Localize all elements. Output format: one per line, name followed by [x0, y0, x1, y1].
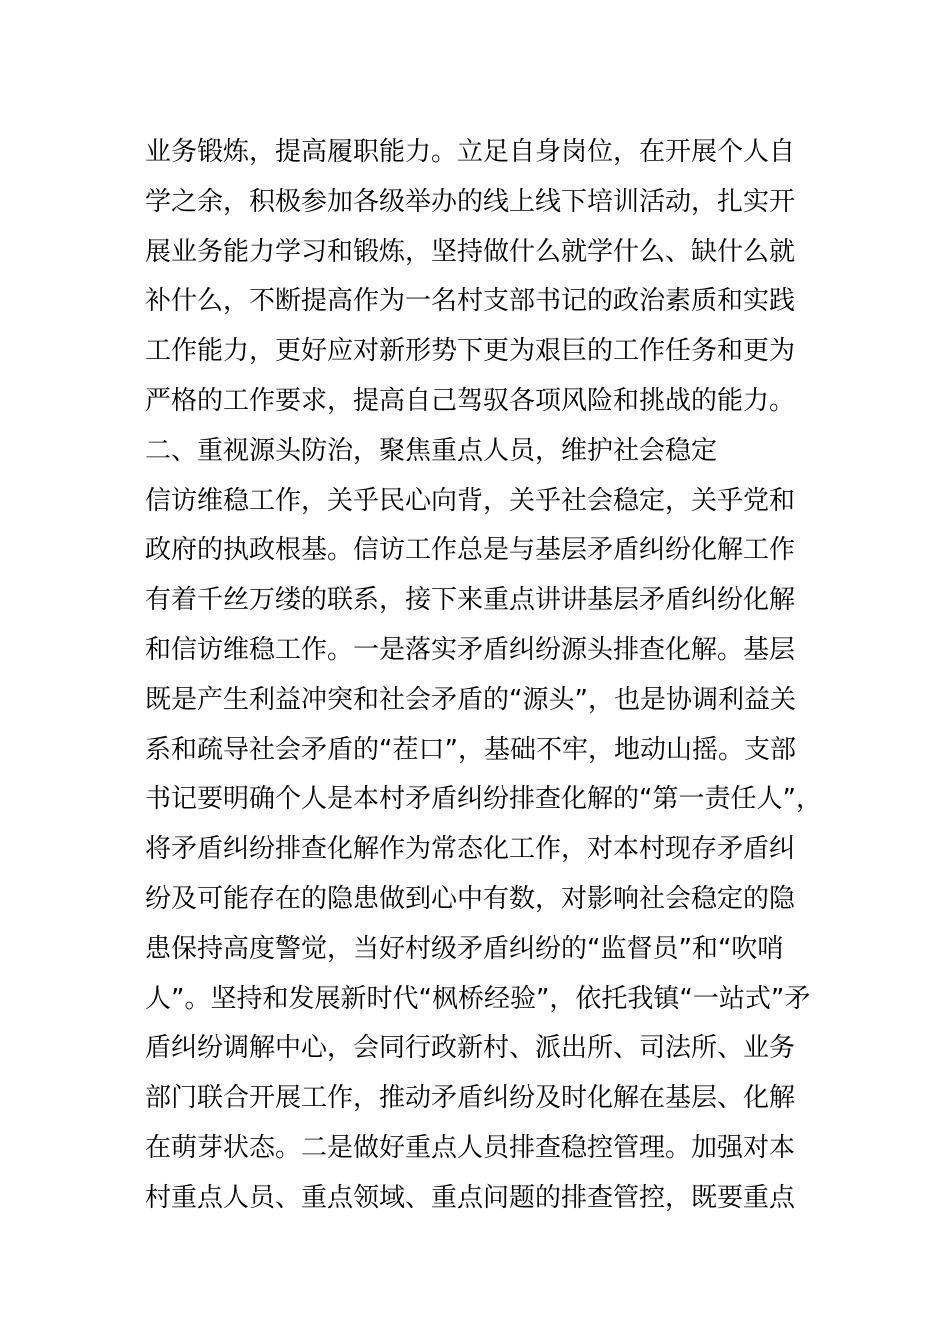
text-line: 工作能力，更好应对新形势下更为艰巨的工作任务和更为: [145, 336, 796, 367]
text-line: 信访维稳工作，关乎民心向背，关乎社会稳定，关乎党和: [145, 485, 796, 516]
text-line: 既是产生利益冲突和社会矛盾的“源头”，也是协调利益关: [145, 684, 796, 715]
text-line: 盾纠纷调解中心，会同行政新村、派出所、司法所、业务: [145, 1033, 796, 1064]
text-line: 人”。坚持和发展新时代“枫桥经验”，依托我镇“一站式”矛: [145, 983, 811, 1014]
text-line: 补什么，不断提高作为一名村支部书记的政治素质和实践: [145, 286, 796, 317]
text-line: 系和疏导社会矛盾的“茬口”，基础不牢，地动山摇。支部: [145, 734, 796, 765]
text-line: 学之余，积极参加各级举办的线上线下培训活动，扎实开: [145, 186, 796, 217]
text-line: 纷及可能存在的隐患做到心中有数，对影响社会稳定的隐: [145, 883, 796, 914]
text-line: 业务锻炼，提高履职能力。立足自身岗位，在开展个人自: [145, 137, 796, 167]
text-line: 严格的工作要求，提高自己驾驭各项风险和挑战的能力。: [145, 385, 796, 416]
text-line: 书记要明确个人是本村矛盾纠纷排查化解的“第一责任人”，: [145, 784, 822, 815]
text-line: 将矛盾纠纷排查化解作为常态化工作，对本村现存矛盾纠: [145, 834, 796, 865]
text-line: 部门联合开展工作，推动矛盾纠纷及时化解在基层、化解: [145, 1083, 796, 1114]
text-line: 政府的执政根基。信访工作总是与基层矛盾纠纷化解工作: [145, 535, 796, 566]
text-line: 村重点人员、重点领域、重点问题的排查管控，既要重点: [145, 1182, 796, 1213]
section-heading: 二、重视源头防治，聚焦重点人员，维护社会稳定: [145, 435, 718, 466]
text-line: 患保持高度警觉，当好村级矛盾纠纷的“监督员”和“吹哨: [145, 933, 784, 964]
text-line: 展业务能力学习和锻炼，坚持做什么就学什么、缺什么就: [145, 236, 796, 267]
text-line: 在萌芽状态。二是做好重点人员排查稳控管理。加强对本: [145, 1132, 796, 1163]
text-line: 有着千丝万缕的联系，接下来重点讲讲基层矛盾纠纷化解: [145, 585, 796, 616]
text-line: 和信访维稳工作。一是落实矛盾纠纷源头排查化解。基层: [145, 634, 796, 665]
body-text: [145, 128, 825, 1224]
